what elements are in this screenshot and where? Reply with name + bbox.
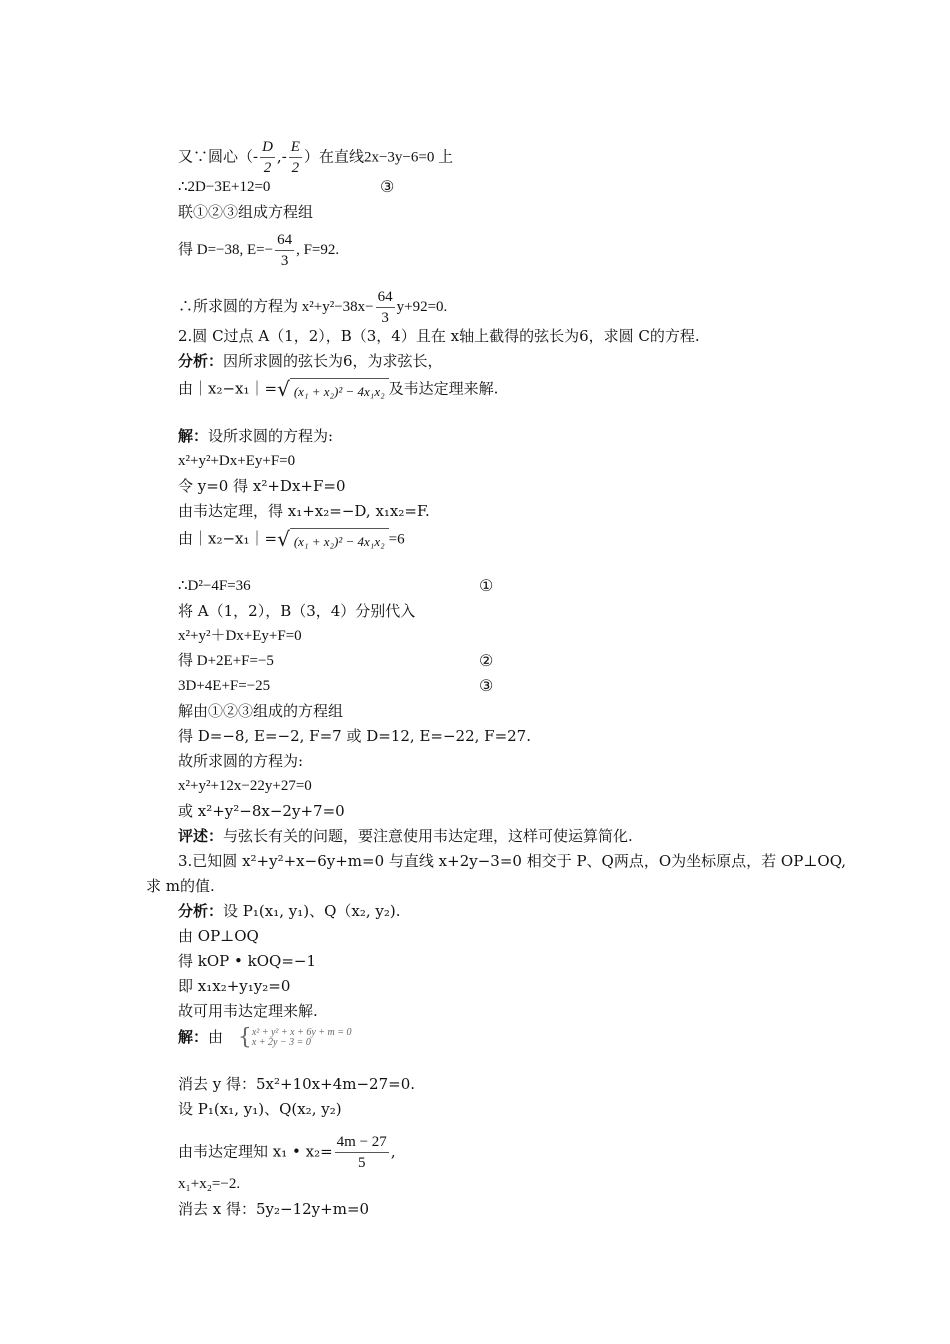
text-line: 设 P₁(x₁, y₁)、Q(x₂, y₂) <box>178 1100 342 1118</box>
solution-intro <box>178 427 333 445</box>
text-line: 得 kOP • kOQ=−1 <box>178 952 316 970</box>
sqrt-icon: √ <box>277 527 290 551</box>
text: 由｜x₂−x₁｜= <box>178 529 278 548</box>
analysis-line <box>178 902 401 920</box>
equation-system <box>238 1027 352 1049</box>
problem-3-cont: 求 m的值. <box>146 877 215 895</box>
text: 及韦达定理来解. <box>388 379 499 398</box>
system-row: x + 2y − 3 = 0 <box>251 1037 311 1048</box>
label-bold: 分析： <box>178 352 224 370</box>
equation-marker: ② <box>479 651 494 670</box>
fraction <box>335 1132 389 1173</box>
text-line: 将 A（1，2），B（3，4）分别代入 <box>178 602 416 620</box>
fraction <box>376 287 395 328</box>
text-line: 即 x₁x₂+y₁y₂=0 <box>178 977 291 995</box>
sqrt-line <box>178 377 499 401</box>
text: =6 <box>388 531 405 548</box>
equation: x²+y²+12x−22y+27=0 <box>178 778 312 794</box>
equation-3b: 3D+4E+F=−25 <box>178 678 271 694</box>
analysis-line <box>178 352 443 370</box>
text: 2x−3y−6=0 上 <box>363 149 454 166</box>
sqrt-line <box>178 527 405 551</box>
line-center-on-line <box>178 137 454 176</box>
radicand: (x₁ + x₂)² − 4x₁x₂ <box>290 528 389 551</box>
numerator: D <box>260 137 275 158</box>
text-line: 联①②③组成方程组 <box>178 203 314 221</box>
equation-marker: ① <box>479 576 494 595</box>
numerator: 4m − 27 <box>335 1132 389 1153</box>
numerator: 64 <box>376 287 395 308</box>
text: 得 D=−38, E=− <box>178 241 274 258</box>
text: 又∵圆心（- <box>178 147 259 166</box>
text: , <box>390 1142 396 1161</box>
text: 由｜x₂−x₁｜= <box>178 379 278 398</box>
text-line: 由韦达定理，得 x₁+x₂=−D, x₁x₂=F. <box>178 502 430 520</box>
label-bold: 分析： <box>178 902 224 920</box>
fraction <box>289 137 302 178</box>
radicand: (x₁ + x₂)² − 4x₁x₂ <box>290 378 389 401</box>
label-bold: 解： <box>178 1028 209 1046</box>
denominator: 2 <box>263 160 272 176</box>
text: 由韦达定理知 x₁ • x₂= <box>178 1142 333 1161</box>
comment-line <box>178 827 633 845</box>
brace-icon: { <box>237 1025 252 1050</box>
text-line: 令 y=0 得 x²+Dx+F=0 <box>178 477 346 495</box>
text-line: 得 D=−8, E=−2, F=7 或 D=12, E=−22, F=27. <box>178 727 531 745</box>
denominator: 2 <box>291 160 300 176</box>
system-line <box>178 1027 352 1053</box>
sqrt-icon: √ <box>277 377 290 401</box>
text: y+92=0. <box>396 298 448 315</box>
text-line: x₁+x₂=−2. <box>178 1176 241 1192</box>
equation-2: 得 D+2E+F=−5 <box>178 653 274 669</box>
denominator: 3 <box>381 310 389 326</box>
text: 因所求圆的弦长为6，为求弦长， <box>223 352 443 370</box>
equation-marker: ③ <box>380 177 395 196</box>
problem-3: 3.已知圆 x²+y²+x−6y+m=0 与直线 x+2y−3=0 相交于 P、Q两点，O为坐标原点，若 OP⊥OQ, <box>178 852 847 870</box>
text: 与弦长有关的问题，要注意使用韦达定理，这样可使运算简化. <box>223 827 633 845</box>
equation: x²+y²+Dx+Ey+F=0 <box>178 453 296 469</box>
square-root <box>277 528 389 551</box>
text-line: 消去 y 得：5x²+10x+4m−27=0. <box>178 1075 416 1093</box>
label-bold: 解： <box>178 427 209 445</box>
equation: 或 x²+y²−8x−2y+7=0 <box>178 802 345 820</box>
equation-1: ∴D²−4F=36 <box>178 578 251 594</box>
square-root <box>277 378 389 401</box>
problem-2: 2.圆 C过点 A（1，2），B（3，4）且在 x轴上截得的弦长为6，求圆 C的方程. <box>178 327 700 345</box>
text: ,- <box>276 147 287 166</box>
numerator: 64 <box>275 230 294 251</box>
denominator: 5 <box>357 1155 366 1171</box>
text-line: 消去 x 得：5y₂−12y+m=0 <box>178 1200 370 1218</box>
equation-3: ∴2D−3E+12=0 <box>178 179 271 195</box>
text: ∴所求圆的方程为 x²+y²−38x− <box>178 298 374 315</box>
denominator: 3 <box>280 253 289 269</box>
text: 设 P₁(x₁, y₁)、Q（x₂, y₂). <box>223 902 401 920</box>
text-line: 由 OP⊥OQ <box>178 927 259 945</box>
vieta-line <box>178 1132 396 1171</box>
text: 设所求圆的方程为: <box>208 427 334 445</box>
equation: x²+y²＋Dx+Ey+F=0 <box>178 628 302 644</box>
text-line: 故所求圆的方程为: <box>178 752 304 770</box>
result-line <box>178 287 448 326</box>
text: , F=92. <box>296 241 340 258</box>
text-line: 故可用韦达定理来解. <box>178 1002 318 1020</box>
fraction <box>275 230 294 271</box>
text-line: 解由①②③组成的方程组 <box>178 702 344 720</box>
numerator: E <box>289 137 302 158</box>
text: 由 <box>208 1028 224 1046</box>
fraction <box>260 137 275 178</box>
solution-line <box>178 230 340 269</box>
equation-marker: ③ <box>479 676 494 695</box>
text: ）在直线 <box>303 147 364 166</box>
system-row: x² + y² + x + 6y + m = 0 <box>251 1027 352 1038</box>
label-bold: 评述： <box>178 827 224 845</box>
